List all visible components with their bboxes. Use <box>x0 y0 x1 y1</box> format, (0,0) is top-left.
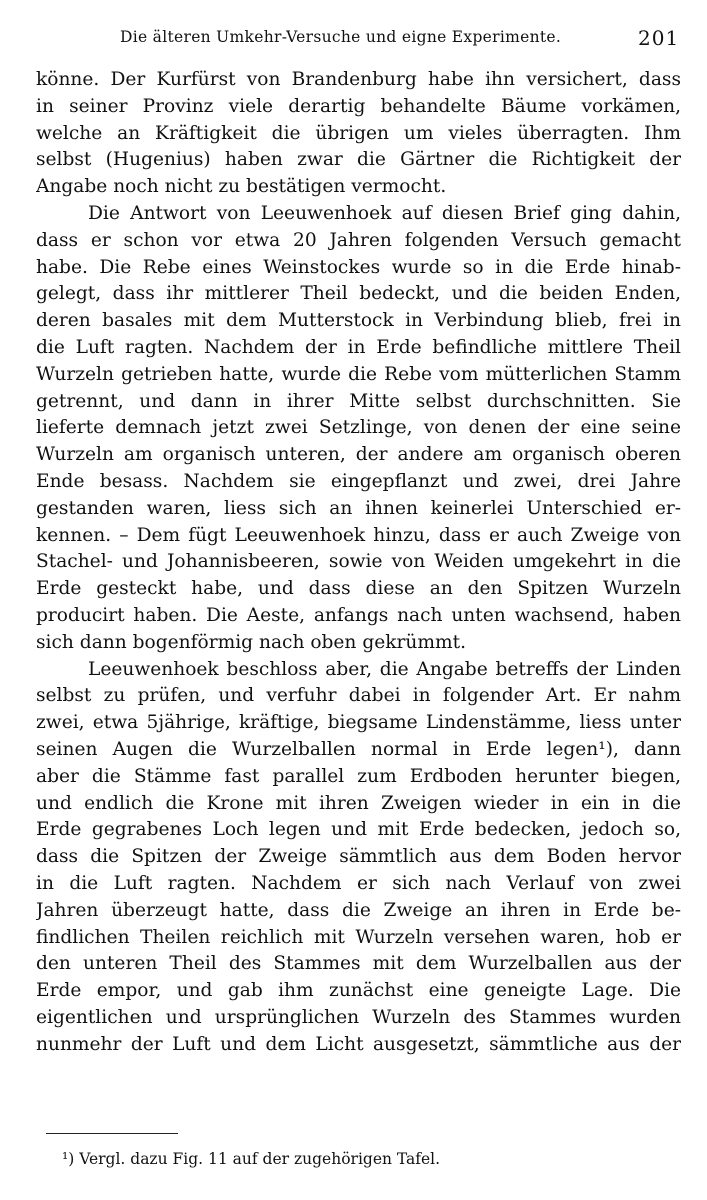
text-line: Wurzeln getrieben hatte, wurde die Rebe vom mütterlichen Stamm <box>36 363 681 385</box>
text-line: kennen. – Dem fügt Leeuwenhoek hinzu, dass er auch Zweige von <box>36 524 681 546</box>
text-line: eigentlichen und ursprünglichen Wurzeln des Stammes wurden <box>36 1006 681 1028</box>
text-line: Stachel- und Johannisbeeren, sowie von Weiden umgekehrt in die <box>36 551 681 573</box>
text-line: welche an Kräftigkeit die übrigen um vieles überragten. Ihm <box>36 122 681 144</box>
text-line: in die Luft ragten. Nachdem er sich nach Verlauf von zwei <box>36 872 681 894</box>
text-line: getrennt, und dann in ihrer Mitte selbst durchschnitten. Sie <box>36 390 681 412</box>
footnote: ¹) Vergl. dazu Fig. 11 auf der zugehörigen Tafel. <box>62 1150 441 1168</box>
text-line: selbst zu prüfen, und verfuhr dabei in folgender Art. Er nahm <box>36 685 681 707</box>
text-line: Jahren überzeugt hatte, dass die Zweige an ihren in Erde be- <box>36 899 681 921</box>
text-line: den unteren Theil des Stammes mit dem Wurzelballen aus der <box>36 953 681 975</box>
page-number: 201 <box>638 26 680 50</box>
text-line: selbst (Hugenius) haben zwar die Gärtner die Richtigkeit der <box>36 149 681 171</box>
text-line: findlichen Theilen reichlich mit Wurzeln versehen waren, hob er <box>36 926 681 948</box>
text-line: habe. Die Rebe eines Weinstockes wurde so in die Erde hinab- <box>36 256 681 278</box>
text-line: lieferte demnach jetzt zwei Setzlinge, von denen der eine seine <box>36 417 681 439</box>
text-line: Erde gesteckt habe, und dass diese an den Spitzen Wurzeln <box>36 578 681 600</box>
text-line: gestanden waren, liess sich an ihnen keinerlei Unterschied er- <box>36 497 681 519</box>
footnote-divider <box>46 1133 178 1134</box>
text-line: Angabe noch nicht zu bestätigen vermocht. <box>36 176 447 198</box>
text-line: Erde gegrabenes Loch legen und mit Erde bedecken, jedoch so, <box>36 819 681 841</box>
text-line: zwei, etwa 5jährige, kräftige, biegsame Lindenstämme, liess unter <box>36 712 681 734</box>
text-line: Erde empor, und gab ihm zunächst eine geneigte Lage. Die <box>36 980 681 1002</box>
text-line: nunmehr der Luft und dem Licht ausgesetzt, sämmtliche aus der <box>36 1033 681 1055</box>
text-line: dass er schon vor etwa 20 Jahren folgenden Versuch gemacht <box>36 229 681 251</box>
text-line: und endlich die Krone mit ihren Zweigen wieder in ein in die <box>36 792 681 814</box>
text-line: die Luft ragten. Nachdem der in Erde befindliche mittlere Theil <box>36 336 681 358</box>
text-line: in seiner Provinz viele derartig behandelte Bäume vorkämen, <box>36 95 681 117</box>
text-line: Die Antwort von Leeuwenhoek auf diesen Brief ging dahin, <box>88 202 681 224</box>
text-line: Ende besass. Nachdem sie eingepflanzt und zwei, drei Jahre <box>36 470 681 492</box>
text-line: deren basales mit dem Mutterstock in Verbindung blieb, frei in <box>36 310 681 332</box>
text-line: Wurzeln am organisch unteren, der andere am organisch oberen <box>36 444 681 466</box>
body-text <box>36 67 681 1058</box>
text-line: seinen Augen die Wurzelballen normal in Erde legen¹), dann <box>36 738 681 760</box>
text-line: dass die Spitzen der Zweige sämmtlich aus dem Boden hervor <box>36 846 681 868</box>
running-header-title: Die älteren Umkehr-Versuche und eigne Experimente. <box>120 28 562 46</box>
text-line: producirt haben. Die Aeste, anfangs nach unten wachsend, haben <box>36 604 681 626</box>
text-line: sich dann bogenförmig nach oben gekrümmt. <box>36 631 466 653</box>
text-line: gelegt, dass ihr mittlerer Theil bedeckt, und die beiden Enden, <box>36 283 681 305</box>
text-line: aber die Stämme fast parallel zum Erdboden herunter biegen, <box>36 765 681 787</box>
text-line: Leeuwenhoek beschloss aber, die Angabe betreffs der Linden <box>88 658 681 680</box>
text-line: könne. Der Kurfürst von Brandenburg habe ihn versichert, dass <box>36 69 681 90</box>
